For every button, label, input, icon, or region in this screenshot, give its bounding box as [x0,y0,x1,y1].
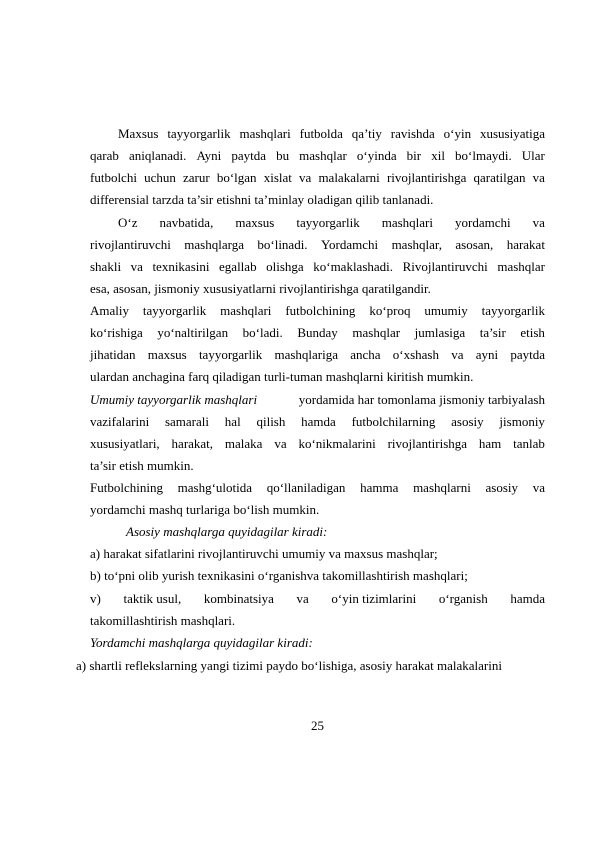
word: ravishda [390,126,435,141]
p4-line-1 [90,392,545,408]
word: mashqlari [381,215,433,230]
word: mashqlar [497,259,545,274]
word: va [130,259,143,274]
word: ko‘maklashadi. [313,259,394,274]
main-list-item-v-cont: takomillashtirish mashqlari. [90,613,236,628]
word: xislat [263,170,292,185]
word: shakli [90,259,122,274]
word: tanlab [513,436,545,451]
word: xil [431,148,445,163]
word: mashqlar [352,325,401,340]
p4-line-2 [90,414,545,430]
p4-line-4: ta’sir etish mumkin. [90,458,194,473]
word: olishga [266,259,304,274]
list-item-text: to‘pni olib yurish texnikasini o‘rganishva takomillashtirish mashqlari; [104,568,468,583]
word: Amaliy [90,303,129,318]
p2-line-3 [90,259,545,275]
word: bo‘ladi. [242,325,283,340]
word: Ular [521,148,545,163]
word: mashqlarga [184,237,244,252]
word: vazifalarini [90,414,150,429]
word: qaratilgan [473,170,526,185]
word: asosan, [455,237,494,252]
p1-line-3 [90,170,545,186]
word: bo‘lmaydi. [455,148,512,163]
word: qilish [256,414,286,429]
word: xususiyatiga [479,126,545,141]
p1-line-1 [118,126,545,142]
word: asosiy [451,414,484,429]
word: mashqlarni [413,480,471,495]
word: qarab [90,148,119,163]
word: ham [478,436,502,451]
list-item-text: harakat sifatlarini rivojlantiruvchi umumiy va maxsus mashqlar; [103,546,438,561]
word: maxsus [147,347,187,362]
p3-line-1 [90,303,545,319]
italic-term: Umumiy tayyorgarlik mashqlari [90,392,258,407]
word: ko‘nikmalarini [298,436,376,451]
p4-line-3 [90,436,545,452]
word: va [532,215,545,230]
list-item-text: shartli reflekslarning yangi tizimi paydo bo‘lishiga, asosiy harakat malakalarini [89,658,502,673]
word: Rivojlantiruvchi [402,259,488,274]
word: etish [520,325,545,340]
word: o‘yin tizimlarini [331,591,417,606]
page-number: 25 [311,718,324,733]
word: navbatida, [159,215,214,230]
word: mashqlar, [391,237,442,252]
word: Maxsus [118,126,159,141]
word: va [451,347,464,362]
p3-line-2 [90,325,545,341]
word: mashg‘ulotida [177,480,253,495]
word: Bunday [297,325,338,340]
word: egallab [219,259,257,274]
p2-line-2 [90,237,545,253]
word: qa’tiy [351,126,382,141]
word: tayyorgarlik [167,126,231,141]
word: yordamchi [455,215,511,230]
word: maxsus [235,215,275,230]
p2-line-4: esa, asosan, jismoniy xususiyatlarni rivojlantirishga qaratilgandir. [90,281,431,296]
lead-rest: yordamida har tomonlama jismoniy tarbiyalash [298,392,545,407]
word: futbolda [299,126,343,141]
word: umumiy [424,303,468,318]
word: kombinatsiya [203,591,274,606]
word: Futbolchining [90,480,163,495]
word: rivojlantirishga [387,436,468,451]
aux-list-heading: Yordamchi mashqlarga quyidagilar kiradi: [90,635,313,650]
p1-line-4: differensial tarzda ta’sir etishni ta’minlay oladigan qilib tanlanadi. [90,192,434,207]
word: va [532,480,545,495]
word: mashqlari [239,126,291,141]
word: texnikasini [152,259,210,274]
word: futbolchilarning [351,414,436,429]
word: ko‘proq [369,303,411,318]
aux-list-item-a [76,658,502,674]
main-list-heading: Asosiy mashqlarga quyidagilar kiradi: [126,524,328,539]
word: o‘yinda [356,148,397,163]
p2-line-1 [118,215,545,231]
word: qo‘llaniladigan [266,480,346,495]
word: yo‘naltirilgan [157,325,229,340]
word: hamda [510,591,545,606]
list-marker: v) [90,591,101,606]
word: rivojlantirishga [386,170,467,185]
word: bo‘lgan [216,170,257,185]
word: xususiyatlari, [90,436,160,451]
word: harakat [506,237,545,252]
word: bo‘linadi. [257,237,308,252]
word: tayyorgarlik [198,347,263,362]
word: hal [224,414,241,429]
word: mashqlari [220,303,272,318]
word: mashqlariga [274,347,339,362]
list-marker: a) [76,658,87,673]
word: o‘xshash [392,347,439,362]
word: malaka [224,436,263,451]
list-marker: a) [90,546,101,561]
word: o‘rganish [438,591,488,606]
word: ko‘rishiga [90,325,143,340]
main-list-item-a [90,546,438,562]
word: va [299,170,312,185]
word: Yordamchi [320,237,379,252]
word: tayyorgarlik [142,303,207,318]
word: rivojlantiruvchi [90,237,171,252]
word: paytda [231,148,266,163]
word: tayyorgarlik [296,215,360,230]
p3-line-4: ulardan anchagina farq qiladigan turli-tuman mashqlarni kiritish mumkin. [90,369,474,384]
word: bu [276,148,290,163]
word: hamma [360,480,399,495]
word: O‘z [118,215,138,230]
word: jismoniy [499,414,545,429]
word: bir [406,148,422,163]
word: Ayni [196,148,222,163]
word: jihatidan [90,347,136,362]
list-marker: b) [90,568,101,583]
word: futbolchi [90,170,137,185]
p5-line-2: yordamchi mashq turlariga bo‘lish mumkin. [90,502,320,517]
word: mashqlar [299,148,347,163]
word: tayyorgarlik [481,303,545,318]
word: malakalarni [318,170,380,185]
word: ayni [475,347,499,362]
p1-line-2 [90,148,545,164]
word: futbolchining [285,303,356,318]
p5-line-1 [90,480,545,496]
word: uchun [144,170,176,185]
word: asosiy [485,480,519,495]
word: hamda [301,414,336,429]
word: harakat, [171,436,214,451]
word: va [274,436,287,451]
word: va [296,591,309,606]
word: samarali [164,414,210,429]
word: jumlasiga [414,325,466,340]
word: paytda [510,347,545,362]
word: va [532,170,545,185]
word: taktik usul, [123,591,182,606]
p3-line-3 [90,347,545,363]
word: ta’sir [479,325,506,340]
word: o‘yin [443,126,472,141]
word: aniqlanadi. [128,148,187,163]
word: zarur [183,170,210,185]
word: ancha [350,347,381,362]
main-list-item-b [90,568,468,584]
main-list-item-v [90,591,545,607]
